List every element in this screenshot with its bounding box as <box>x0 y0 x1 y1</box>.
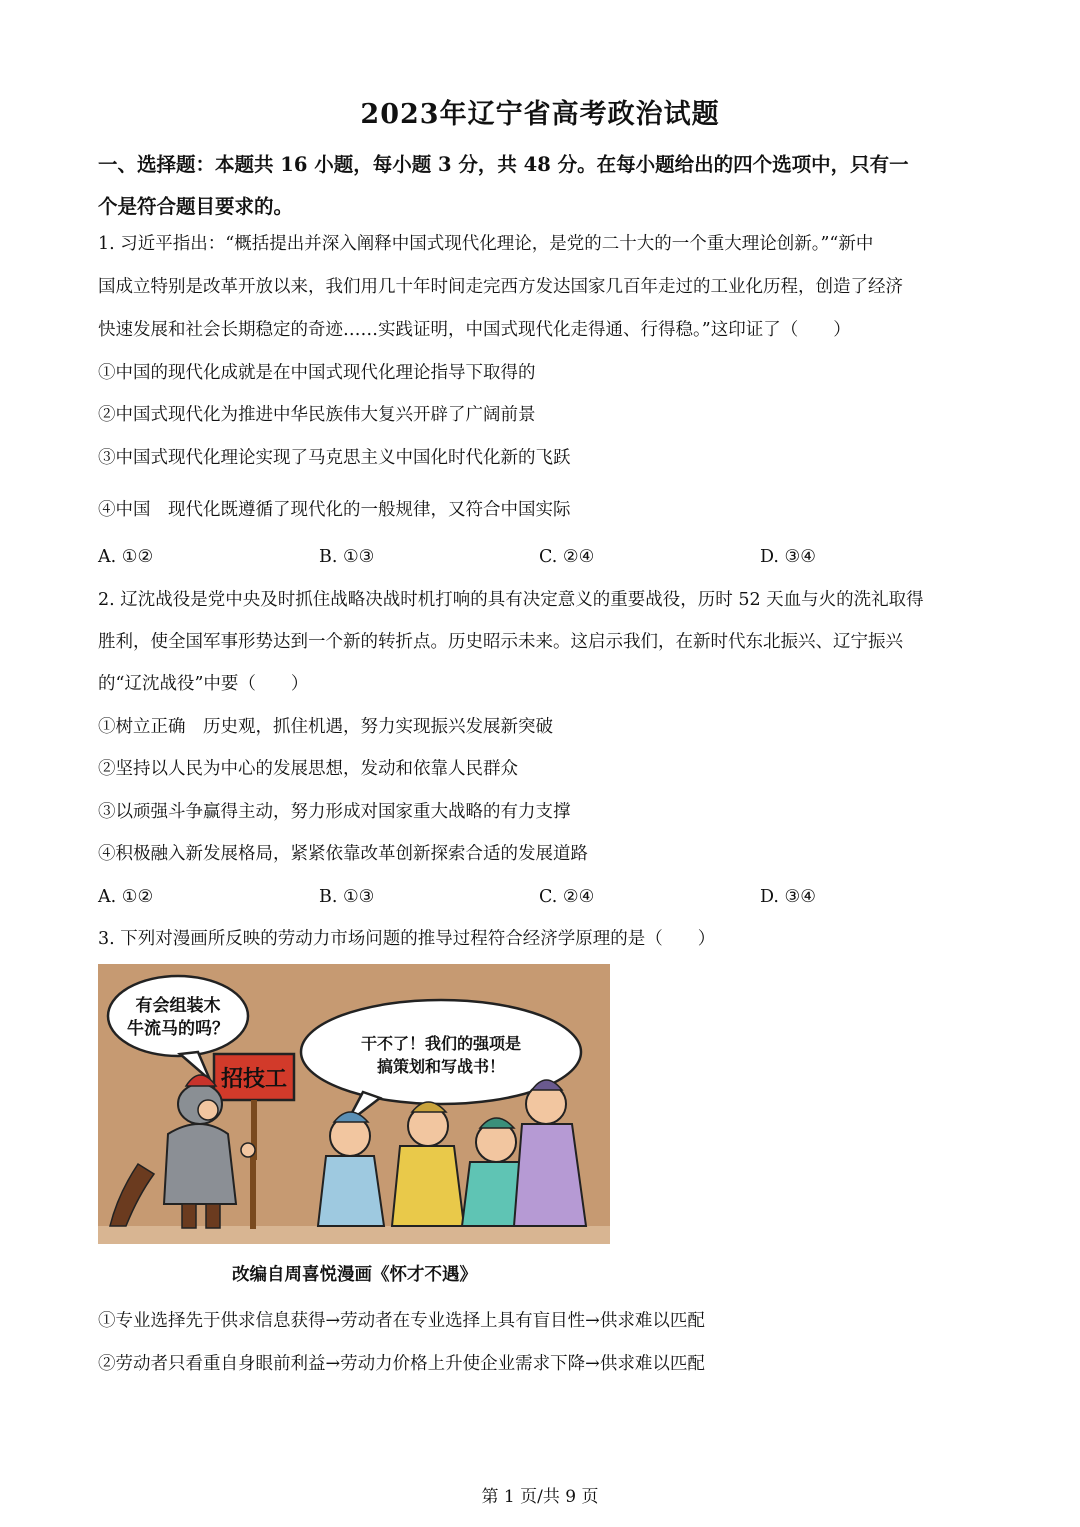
q2-option-b[interactable]: B. ①③ <box>319 887 375 907</box>
q1-option-a[interactable]: A. ①② <box>98 547 154 567</box>
page-title: 2023年辽宁省高考政治试题 <box>360 99 720 130</box>
q2-item-4: ④积极融入新发展格局，紧紧依靠改革创新探索合适的发展道路 <box>98 844 588 864</box>
q2-options <box>98 885 982 909</box>
section-heading <box>98 144 982 228</box>
q3-item-1: ①专业选择先于供求信息获得→劳动者在专业选择上具有盲目性→供求难以匹配 <box>98 1311 705 1331</box>
q1-stem-line-3: 快速发展和社会长期稳定的奇迹……实践证明，中国式现代化走得通、行得稳。”这印证了（ ） <box>98 320 851 340</box>
q2-stem-line-2: 胜利，使全国军事形势达到一个新的转折点。历史昭示未来。这启示我们，在新时代东北振兴、辽宁振兴 <box>98 632 903 652</box>
q2-option-a[interactable]: A. ①② <box>98 887 154 907</box>
q1-item-4: ④中国 现代化既遵循了现代化的一般规律，又符合中国实际 <box>98 500 571 520</box>
q2-option-d[interactable]: D. ③④ <box>760 887 816 907</box>
q1-option-b[interactable]: B. ①③ <box>319 547 375 567</box>
left-bubble-line-1: 有会组装木 <box>135 996 221 1016</box>
q1-stem-line-1: 1. 习近平指出：“概括提出并深入阐释中国式现代化理论，是党的二十大的一个重大理论创新。”“新中 <box>98 234 874 254</box>
right-bubble-line-2: 搞策划和写战书！ <box>376 1057 506 1076</box>
q1-stem-line-2: 国成立特别是改革开放以来，我们用几十年时间走完西方发达国家几百年走过的工业化历程，创造了经济 <box>98 277 903 297</box>
sign-text: 招技工 <box>220 1067 288 1092</box>
left-bubble-line-2: 牛流马的吗？ <box>127 1019 229 1039</box>
q3-item-2: ②劳动者只看重自身眼前利益→劳动力价格上升使企业需求下降→供求难以匹配 <box>98 1354 705 1374</box>
q1-item-2: ②中国式现代化为推进中华民族伟大复兴开辟了广阔前景 <box>98 405 536 425</box>
cartoon-caption: 改编自周喜悦漫画《怀才不遇》 <box>232 1265 477 1285</box>
section-heading-line-1: 一、选择题：本题共 16 小题，每小题 3 分，共 48 分。在每小题给出的四个选项中，只有一 <box>98 153 909 176</box>
cartoon-image <box>98 964 610 1244</box>
q1-item-3: ③中国式现代化理论实现了马克思主义中国化时代化新的飞跃 <box>98 448 571 468</box>
section-heading-line-2: 个是符合题目要求的。 <box>98 195 294 218</box>
q2-option-c[interactable]: C. ②④ <box>539 887 595 907</box>
q2-item-3: ③以顽强斗争赢得主动，努力形成对国家重大战略的有力支撑 <box>98 802 571 822</box>
page-footer: 第 1 页/共 9 页 <box>481 1487 599 1507</box>
q2-item-2: ②坚持以人民为中心的发展思想，发动和依靠人民群众 <box>98 759 518 779</box>
right-bubble-line-1: 干不了！我们的强项是 <box>360 1034 522 1053</box>
q1-option-d[interactable]: D. ③④ <box>760 547 816 567</box>
q1-item-1: ①中国的现代化成就是在中国式现代化理论指导下取得的 <box>98 363 536 383</box>
q1-option-c[interactable]: C. ②④ <box>539 547 595 567</box>
q3-stem: 3. 下列对漫画所反映的劳动力市场问题的推导过程符合经济学原理的是（ ） <box>98 929 716 949</box>
q1-options <box>98 545 982 569</box>
q2-stem-line-1: 2. 辽沈战役是党中央及时抓住战略决战时机打响的具有决定意义的重要战役，历时 52 天血与火的洗礼取得 <box>98 590 924 610</box>
q2-item-1: ①树立正确 历史观，抓住机遇，努力实现振兴发展新突破 <box>98 717 553 737</box>
q2-stem-line-3: 的“辽沈战役”中要（ ） <box>98 674 309 694</box>
